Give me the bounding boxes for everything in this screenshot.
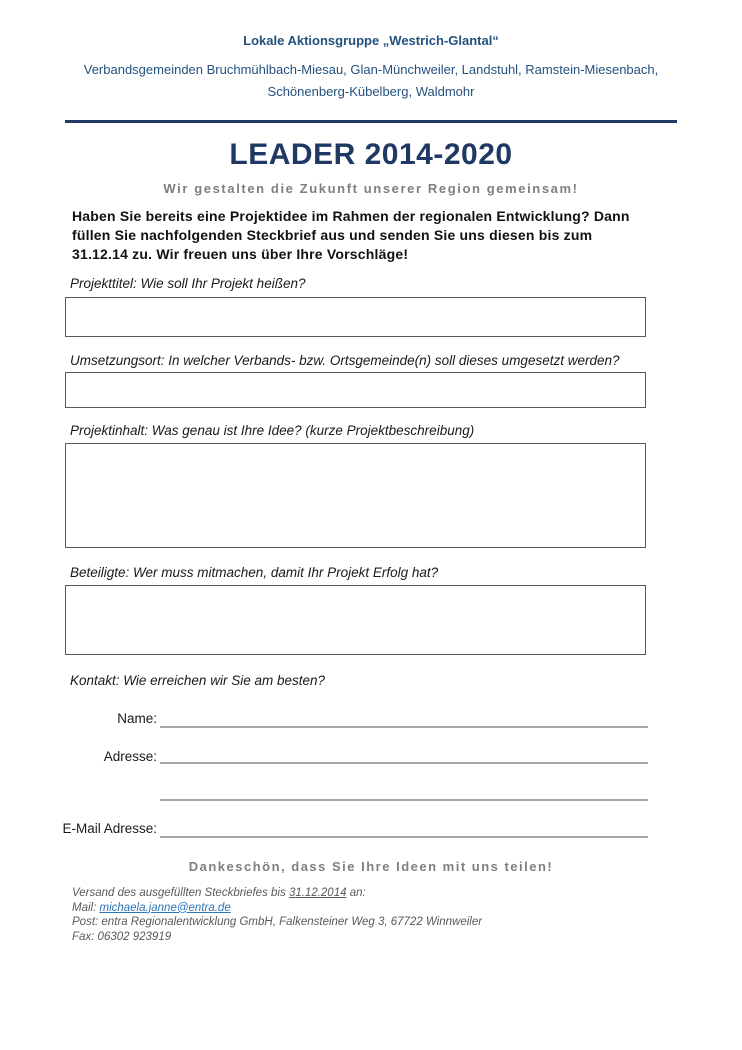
intro-paragraph-line-1: Haben Sie bereits eine Projektidee im Rahmen der regionalen Entwicklung? Dann [72,208,630,224]
implementation-location-label: Umsetzungsort: In welcher Verbands- bzw. Ortsgemeinde(n) soll dieses umgesetzt werden? [70,353,620,368]
footer-send-suffix: an: [346,887,366,899]
project-content-input[interactable] [65,443,646,548]
footer-deadline-date: 31.12.2014 [288,887,347,899]
intro-paragraph-line-2: füllen Sie nachfolgenden Steckbrief aus und senden Sie uns diesen bis zum [72,227,593,243]
email-link[interactable]: michaela.janne@entra.de [99,901,231,914]
page-title: LEADER 2014-2020 [229,138,513,171]
intro-paragraph-line-3: 31.12.14 zu. Wir freuen uns über Ihre Vorschläge! [72,246,409,262]
footer-send-line [72,886,672,901]
header-municipalities-line-1: Verbandsgemeinden Bruchmühlbach-Miesau, Glan-Münchweiler, Landstuhl, Ramstein-Miesenbach, [83,62,659,77]
footer-mail-line [72,901,672,916]
footer-send-prefix: Versand des ausgefüllten Steckbriefes bis [72,887,289,899]
footer-post-line: Post: entra Regionalentwicklung GmbH, Falkensteiner Weg 3, 67722 Winnweiler [72,916,483,928]
participants-label: Beteiligte: Wer muss mitmachen, damit Ihr Projekt Erfolg hat? [70,565,439,580]
thanks-text: Dankeschön, dass Sie Ihre Ideen mit uns teilen! [188,859,554,874]
name-label: Name: [117,711,157,726]
header-municipalities-line-2: Schönenberg-Kübelberg, Waldmohr [267,84,475,99]
address-input-line-1[interactable] [160,747,648,764]
footer-mail-label: Mail: [72,901,100,914]
footer-contact-info [72,886,672,944]
address-input-line-2[interactable] [160,784,648,801]
name-input-line[interactable] [160,711,648,728]
participants-input[interactable] [65,585,646,655]
project-title-label: Projekttitel: Wie soll Ihr Projekt heißen? [70,276,306,291]
email-input-line[interactable] [160,821,648,838]
header-divider-rule [65,120,677,123]
project-content-label: Projektinhalt: Was genau ist Ihre Idee? (kurze Projektbeschreibung) [70,423,475,438]
email-label: E-Mail Adresse: [62,821,157,836]
header-organization: Lokale Aktionsgruppe „Westrich-Glantal“ [243,33,499,48]
footer-fax-line: Fax: 06302 923919 [72,930,172,943]
project-title-input[interactable] [65,297,646,337]
page-subtitle: Wir gestalten die Zukunft unserer Region gemeinsam! [163,181,579,196]
address-label: Adresse: [103,749,157,764]
implementation-location-input[interactable] [65,372,646,408]
contact-heading: Kontakt: Wie erreichen wir Sie am besten? [70,673,325,688]
